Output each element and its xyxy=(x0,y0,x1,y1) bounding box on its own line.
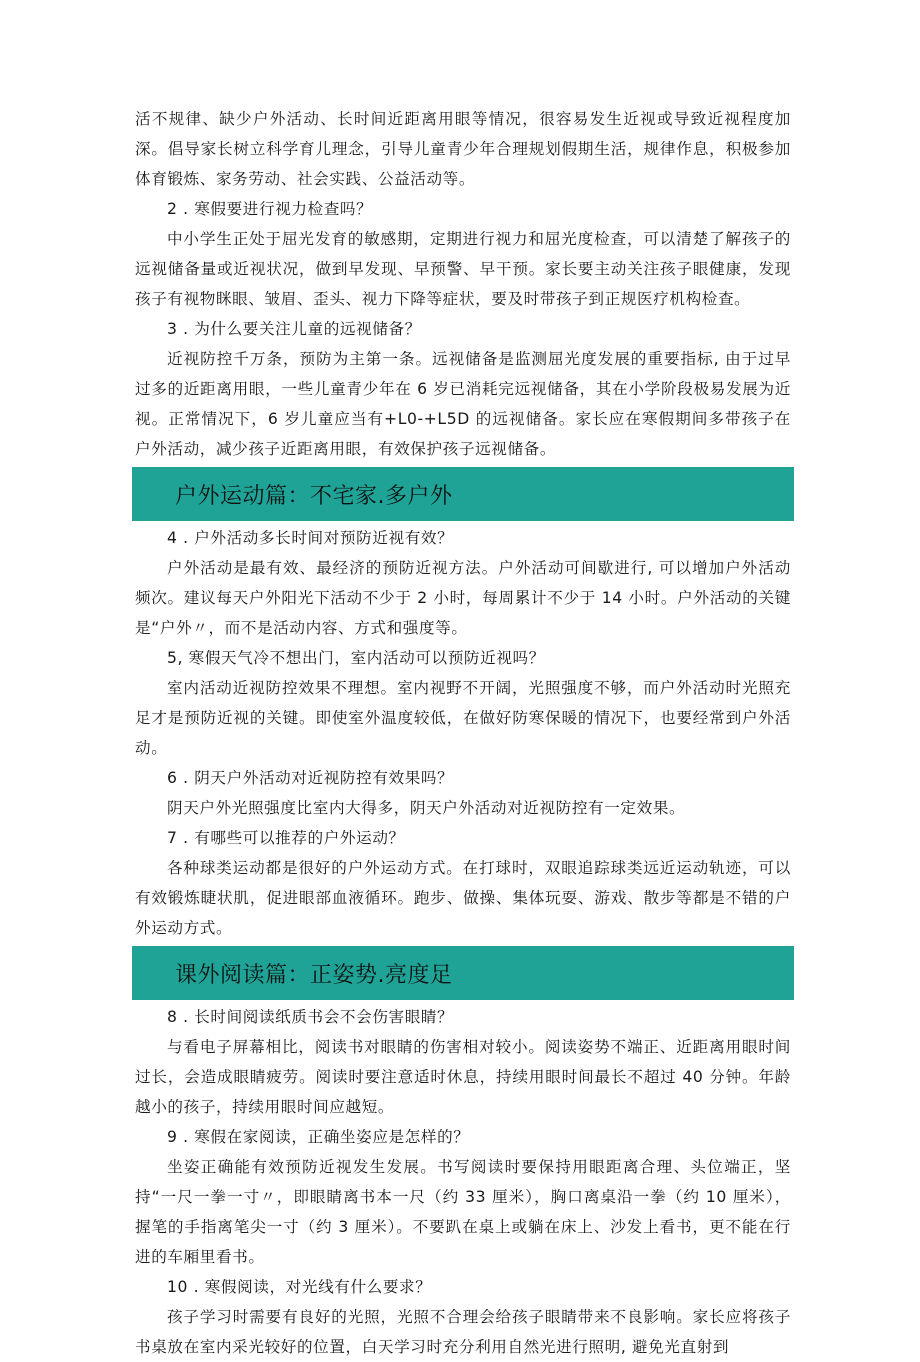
answer-6: 阴天户外光照强度比室内大得多，阴天户外活动对近视防控有一定效果。 xyxy=(167,799,686,817)
answer-5: 室内活动近视防控效果不理想。室内视野不开阔，光照强度不够，而户外活动时光照充足才是预防近视的关键。即使室外温度较低，在做好防寒保暖的情况下，也要经常到户外活动。 xyxy=(135,679,791,757)
intro-paragraph: 活不规律、缺少户外活动、长时间近距离用眼等情况，很容易发生近视或导致近视程度加深。倡导家长树立科学育儿理念，引导儿童青少年合理规划假期生活，规律作息，积极参加体育锻炼、家务劳动、社会实践、公益活动等。 xyxy=(135,110,791,188)
question-9: 9 . 寒假在家阅读，正确坐姿应是怎样的？ xyxy=(167,1128,470,1146)
question-5: 5, 寒假天气冷不想出门，室内活动可以预防近视吗？ xyxy=(167,649,545,667)
section-title-reading: 课外阅读篇：正姿势.亮度足 xyxy=(175,962,453,988)
question-2: 2 . 寒假要进行视力检查吗？ xyxy=(167,200,373,218)
answer-2: 中小学生正处于屈光发育的敏感期，定期进行视力和屈光度检查，可以清楚了解孩子的远视储备量或近视状况，做到早发现、早预警、早干预。家长要主动关注孩子眼健康，发现孩子有视物眯眼、皱眉、歪头、视力下降等症状，要及时带孩子到正规医疗机构检查。 xyxy=(135,230,791,308)
document-body xyxy=(135,104,791,1362)
answer-7: 各种球类运动都是很好的户外运动方式。在打球时，双眼追踪球类远近运动轨迹，可以有效锻炼睫状肌，促进眼部血液循环。跑步、做操、集体玩耍、游戏、散步等都是不错的户外运动方式。 xyxy=(135,859,791,937)
answer-10: 孩子学习时需要有良好的光照，光照不合理会给孩子眼睛带来不良影响。家长应将孩子书桌放在室内采光较好的位置，白天学习时充分利用自然光进行照明, 避免光直射到 xyxy=(135,1308,791,1356)
answer-3: 近视防控千万条，预防为主第一条。远视储备是监测屈光度发展的重要指标, 由于过早过多的近距离用眼，一些儿童青少年在 6 岁已消耗完远视储备，其在小学阶段极易发展为近视。正常情况下，6 岁儿童应当有+L0-+L5D 的远视储备。家长应在寒假期间多带孩子在户外活动，减少孩子近距离用眼，有效保护孩子远视储备。 xyxy=(135,350,791,458)
question-7: 7 . 有哪些可以推荐的户外运动？ xyxy=(167,829,405,847)
answer-9: 坐姿正确能有效预防近视发生发展。书写阅读时要保持用眼距离合理、头位端正，坚持“一尺一拳一寸〃，即眼睛离书本一尺（约 33 厘米），胸口离桌沿一拳（约 10 厘米），握笔的手指离笔尖一寸（约 3 厘米）。不要趴在桌上或躺在床上、沙发上看书，更不能在行进的车厢里看书。 xyxy=(135,1158,791,1266)
question-8: 8 . 长时间阅读纸质书会不会伤害眼睛？ xyxy=(167,1008,454,1026)
section-banner-reading xyxy=(132,946,794,1000)
section-banner-outdoor xyxy=(132,467,794,521)
question-6: 6 . 阴天户外活动对近视防控有效果吗？ xyxy=(167,769,454,787)
question-3: 3 . 为什么要关注儿童的远视储备？ xyxy=(167,320,421,338)
section-title-outdoor: 户外运动篇：不宅家.多户外 xyxy=(175,483,453,509)
answer-8: 与看电子屏幕相比，阅读书对眼睛的伤害相对较小。阅读姿势不端正、近距离用眼时间过长，会造成眼睛疲劳。阅读时要注意适时休息，持续用眼时间最长不超过 40 分钟。年龄越小的孩子，持续用眼时间应越短。 xyxy=(135,1038,791,1116)
question-4: 4 . 户外活动多长时间对预防近视有效？ xyxy=(167,529,454,547)
answer-4: 户外活动是最有效、最经济的预防近视方法。户外活动可间歇进行, 可以增加户外活动频次。建议每天户外阳光下活动不少于 2 小时，每周累计不少于 14 小时。户外活动的关键是“户外〃，而不是活动内容、方式和强度等。 xyxy=(135,559,791,637)
question-10: 10 . 寒假阅读，对光线有什么要求？ xyxy=(167,1278,432,1296)
